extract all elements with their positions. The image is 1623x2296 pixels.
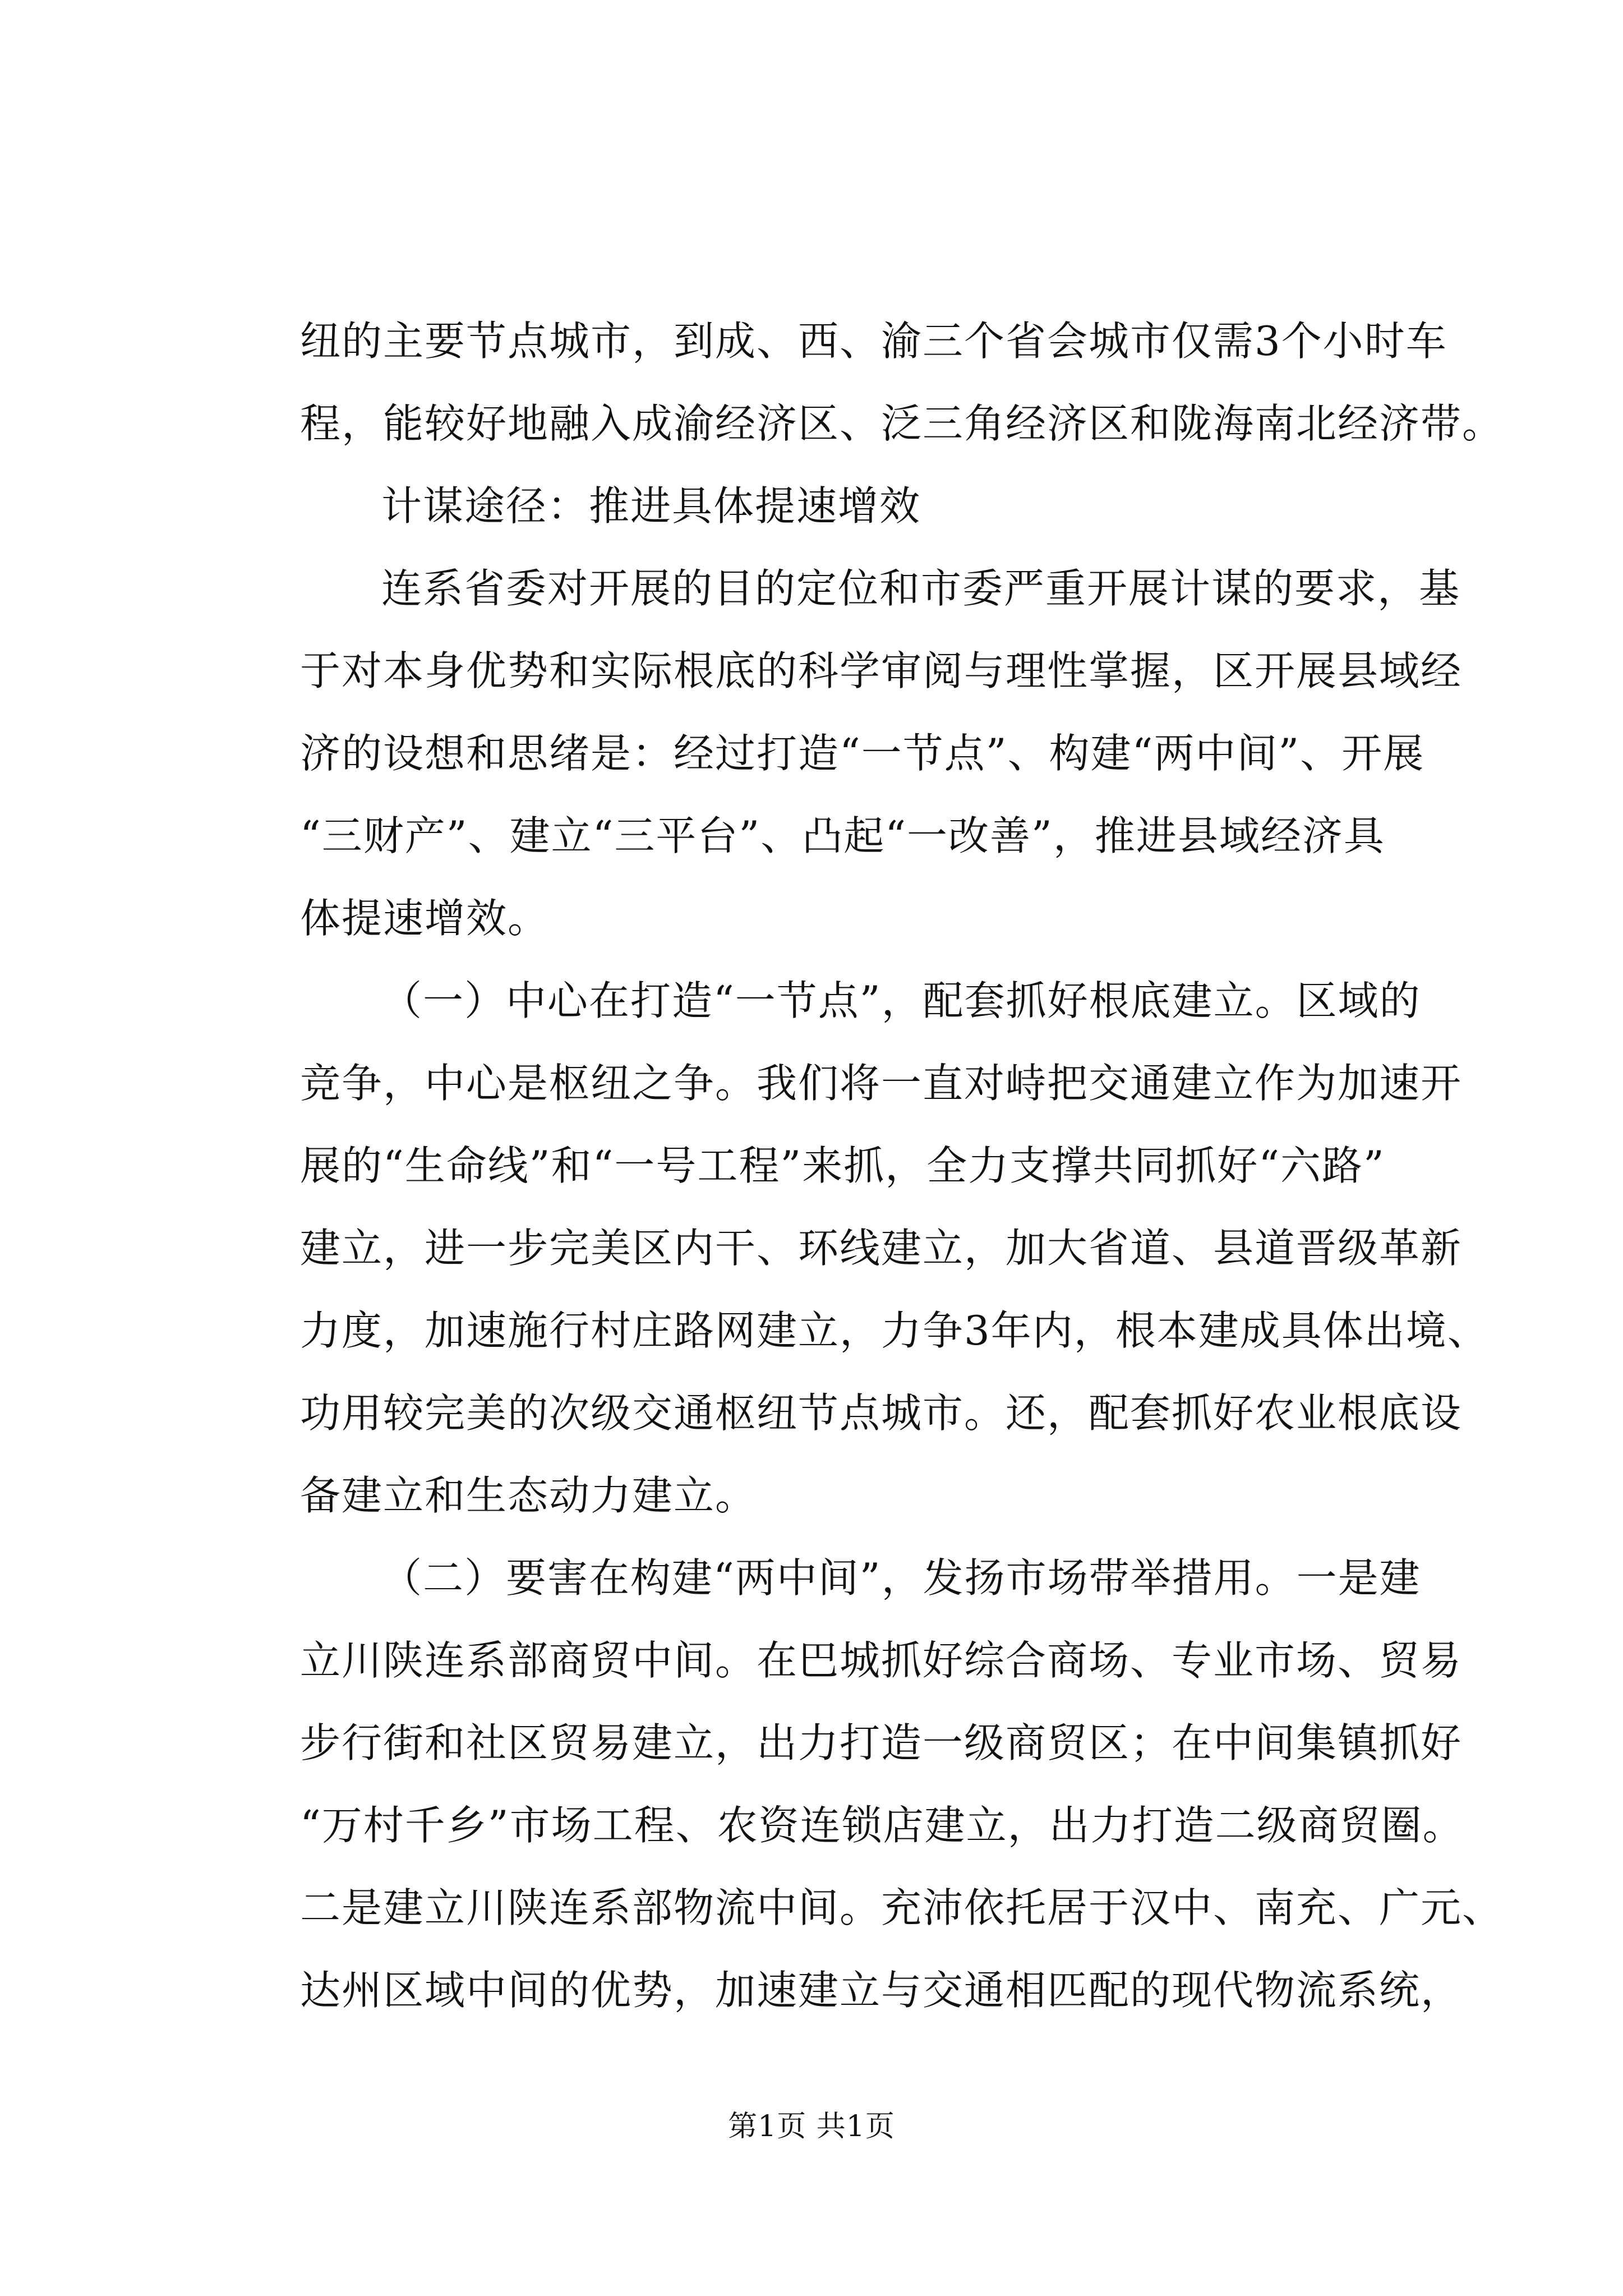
text-line: 备建立和生态动力建立。 <box>300 1472 757 1519</box>
text-line: 于对本身优势和实际根底的科学审阅与理性掌握，区开展县域经 <box>300 647 1463 694</box>
text-line: （一）中心在打造“一节点”，配套抓好根底建立。区域的 <box>381 977 1421 1024</box>
text-line: 力度，加速施行村庄路网建立，力争3年内，根本建成具体出境、 <box>300 1307 1489 1354</box>
text-line: 济的设想和思绪是：经过打造“一节点”、构建“两中间”、开展 <box>300 730 1425 777</box>
text-line: 功用较完美的次级交通枢纽节点城市。还，配套抓好农业根底设 <box>300 1389 1463 1437</box>
text-line: 建立，进一步完美区内干、环线建立，加大省道、县道晋级革新 <box>300 1225 1463 1272</box>
document-body <box>300 300 1504 2032</box>
text-line: 展的“生命线”和“一号工程”来抓，全力支撑共同抓好“六路” <box>300 1142 1385 1189</box>
text-line: （二）要害在构建“两中间”，发扬市场带举措用。一是建 <box>381 1554 1421 1602</box>
page-footer: 第1页 共1页 <box>728 2110 895 2143</box>
text-line: 二是建立川陕连系部物流中间。充沛依托居于汉中、南充、广元、 <box>300 1884 1504 1931</box>
text-line: 立川陕连系部商贸中间。在巴城抓好综合商场、专业市场、贸易 <box>300 1637 1463 1684</box>
text-line: 体提速增效。 <box>300 895 550 942</box>
text-line: 计谋途径：推进具体提速增效 <box>381 482 921 530</box>
text-line: 竞争，中心是枢纽之争。我们将一直对峙把交通建立作为加速开 <box>300 1060 1463 1107</box>
text-line: “三财产”、建立“三平台”、凸起“一改善”，推进县域经济具 <box>300 812 1385 859</box>
text-line: 达州区域中间的优势，加速建立与交通相匹配的现代物流系统， <box>300 1967 1463 2014</box>
text-line: 步行街和社区贸易建立，出力打造一级商贸区；在中间集镇抓好 <box>300 1719 1463 1766</box>
text-line: 纽的主要节点城市，到成、西、渝三个省会城市仅需3个小时车 <box>300 318 1447 365</box>
text-line: 连系省委对开展的目的定位和市委严重开展计谋的要求，基 <box>381 565 1461 612</box>
text-line: 程，能较好地融入成渝经济区、泛三角经济区和陇海南北经济带。 <box>300 400 1504 447</box>
text-line: “万村千乡”市场工程、农资连锁店建立，出力打造二级商贸圈。 <box>300 1802 1464 1849</box>
